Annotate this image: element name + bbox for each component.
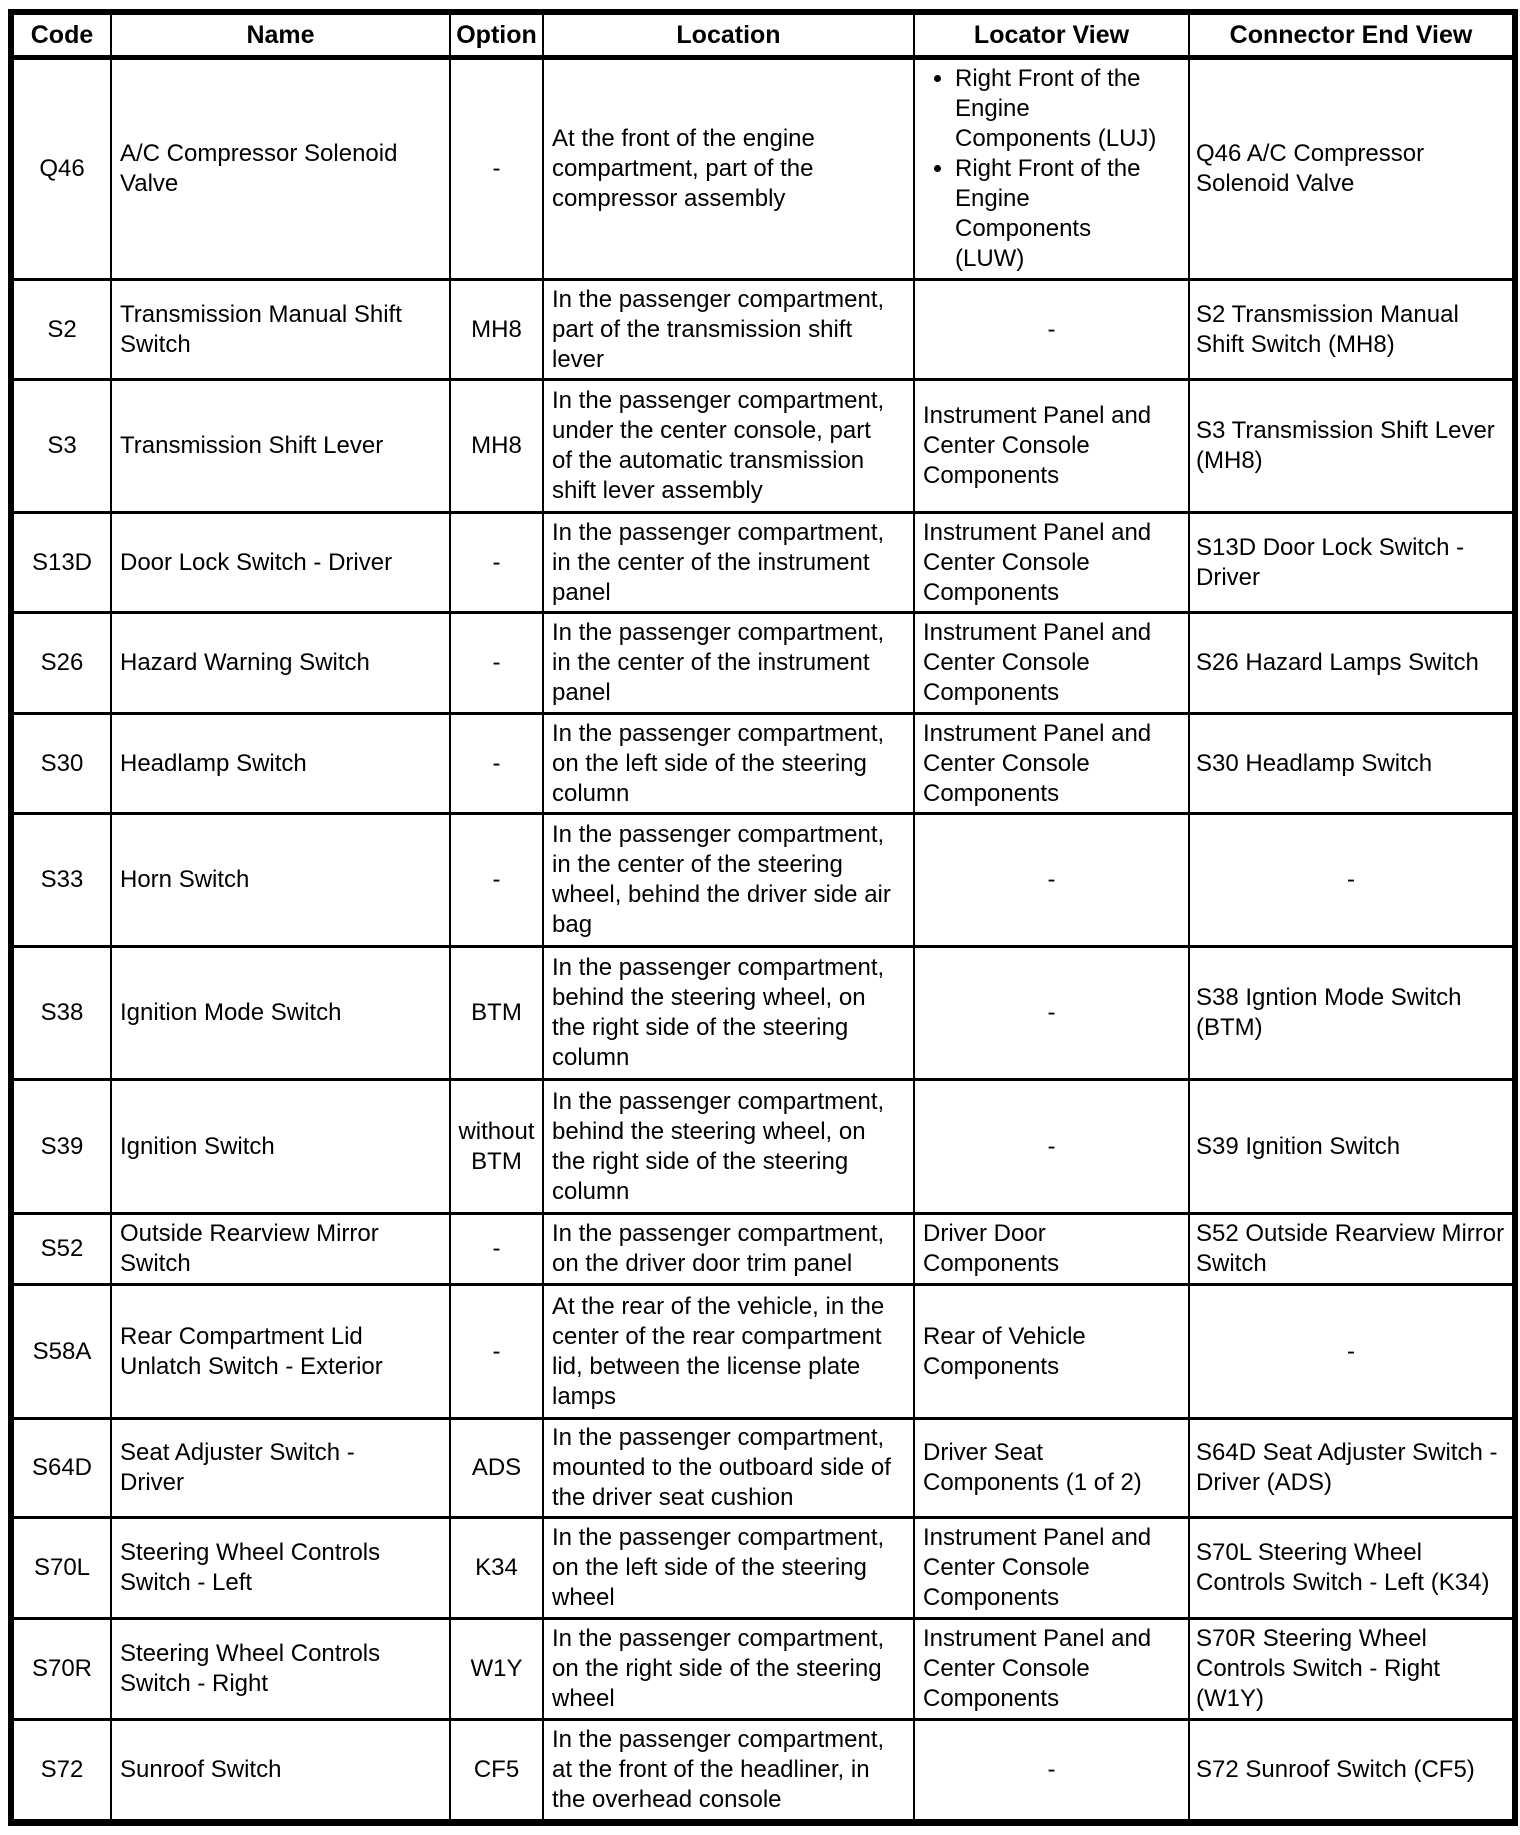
cell-code: S13D	[11, 513, 111, 613]
cell-location: In the passenger compartment, behind the steering wheel, on the right side of the steering column	[543, 1080, 914, 1214]
cell-name: Sunroof Switch	[111, 1720, 450, 1823]
cell-name: Door Lock Switch - Driver	[111, 513, 450, 613]
cell-name: Transmission Manual Shift Switch	[111, 280, 450, 380]
cell-connector-end-view: S64D Seat Adjuster Switch - Driver (ADS)	[1189, 1419, 1515, 1518]
cell-name: Steering Wheel Controls Switch - Left	[111, 1518, 450, 1619]
cell-option: -	[450, 1214, 543, 1285]
cell-option: -	[450, 714, 543, 814]
cell-name: Horn Switch	[111, 814, 450, 947]
table-row	[11, 1720, 1515, 1823]
cell-option: ADS	[450, 1419, 543, 1518]
cell-code: S38	[11, 947, 111, 1080]
cell-locator-view: Instrument Panel and Center Console Components	[914, 1619, 1189, 1720]
cell-connector-end-view: S39 Ignition Switch	[1189, 1080, 1515, 1214]
cell-location: In the passenger compartment, under the center console, part of the automatic transmission shift lever assembly	[543, 380, 914, 513]
table-row	[11, 58, 1515, 280]
cell-locator-view: -	[914, 1080, 1189, 1214]
cell-connector-end-view: S38 Igntion Mode Switch (BTM)	[1189, 947, 1515, 1080]
col-header-name: Name	[111, 12, 450, 58]
cell-name: Ignition Mode Switch	[111, 947, 450, 1080]
table-row	[11, 1419, 1515, 1518]
cell-locator-view: Rear of Vehicle Components	[914, 1285, 1189, 1419]
cell-location: In the passenger compartment, at the front of the headliner, in the overhead console	[543, 1720, 914, 1823]
cell-location: In the passenger compartment, in the center of the instrument panel	[543, 513, 914, 613]
table-row	[11, 814, 1515, 947]
table-row	[11, 513, 1515, 613]
locator-bullet-item: • Right Front of the Engine Components (LUJ)	[955, 64, 1162, 154]
cell-code: S3	[11, 380, 111, 513]
cell-connector-end-view: S70R Steering Wheel Controls Switch - Right (W1Y)	[1189, 1619, 1515, 1720]
cell-option: without BTM	[450, 1080, 543, 1214]
cell-locator-view: Instrument Panel and Center Console Components	[914, 380, 1189, 513]
cell-location: In the passenger compartment, behind the steering wheel, on the right side of the steering column	[543, 947, 914, 1080]
table-row	[11, 613, 1515, 714]
cell-location: At the front of the engine compartment, part of the compressor assembly	[543, 58, 914, 280]
table-row	[11, 380, 1515, 513]
cell-code: S52	[11, 1214, 111, 1285]
cell-location: In the passenger compartment, on the driver door trim panel	[543, 1214, 914, 1285]
cell-option: MH8	[450, 380, 543, 513]
cell-location: At the rear of the vehicle, in the center of the rear compartment lid, between the license plate lamps	[543, 1285, 914, 1419]
cell-option: K34	[450, 1518, 543, 1619]
cell-name: Headlamp Switch	[111, 714, 450, 814]
cell-name: Outside Rearview Mirror Switch	[111, 1214, 450, 1285]
cell-locator-view: Instrument Panel and Center Console Components	[914, 513, 1189, 613]
cell-name: Seat Adjuster Switch - Driver	[111, 1419, 450, 1518]
table-row	[11, 714, 1515, 814]
table-row	[11, 1214, 1515, 1285]
cell-name: Transmission Shift Lever	[111, 380, 450, 513]
cell-code: S72	[11, 1720, 111, 1823]
col-header-option: Option	[450, 12, 543, 58]
cell-option: -	[450, 1285, 543, 1419]
col-header-connector-end-view: Connector End View	[1189, 12, 1515, 58]
cell-code: S2	[11, 280, 111, 380]
table-row	[11, 1518, 1515, 1619]
cell-name: Hazard Warning Switch	[111, 613, 450, 714]
cell-option: BTM	[450, 947, 543, 1080]
cell-locator-view: -	[914, 1720, 1189, 1823]
cell-option: -	[450, 613, 543, 714]
cell-location: In the passenger compartment, part of the transmission shift lever	[543, 280, 914, 380]
locator-bullet-list	[923, 64, 1162, 274]
cell-option: CF5	[450, 1720, 543, 1823]
cell-locator-view: Instrument Panel and Center Console Components	[914, 613, 1189, 714]
cell-location: In the passenger compartment, in the center of the instrument panel	[543, 613, 914, 714]
cell-connector-end-view: S26 Hazard Lamps Switch	[1189, 613, 1515, 714]
cell-locator-view: -	[914, 814, 1189, 947]
table-row	[11, 1285, 1515, 1419]
cell-name: Steering Wheel Controls Switch - Right	[111, 1619, 450, 1720]
col-header-code: Code	[11, 12, 111, 58]
cell-location: In the passenger compartment, mounted to the outboard side of the driver seat cushion	[543, 1419, 914, 1518]
cell-location: In the passenger compartment, on the right side of the steering wheel	[543, 1619, 914, 1720]
connector-end-views-table	[8, 9, 1518, 1826]
cell-locator-view: Driver Seat Components (1 of 2)	[914, 1419, 1189, 1518]
table-row	[11, 1619, 1515, 1720]
cell-code: Q46	[11, 58, 111, 280]
cell-code: S26	[11, 613, 111, 714]
cell-connector-end-view: S13D Door Lock Switch - Driver	[1189, 513, 1515, 613]
col-header-location: Location	[543, 12, 914, 58]
cell-option: -	[450, 58, 543, 280]
cell-locator-view	[914, 58, 1189, 280]
cell-connector-end-view: S2 Transmission Manual Shift Switch (MH8)	[1189, 280, 1515, 380]
table-row	[11, 947, 1515, 1080]
cell-location: In the passenger compartment, on the left side of the steering wheel	[543, 1518, 914, 1619]
cell-name: Ignition Switch	[111, 1080, 450, 1214]
cell-code: S30	[11, 714, 111, 814]
cell-locator-view: -	[914, 280, 1189, 380]
locator-bullet-item: • Right Front of the Engine Components (LUW)	[955, 154, 1162, 274]
cell-locator-view: Instrument Panel and Center Console Components	[914, 714, 1189, 814]
table-row	[11, 280, 1515, 380]
cell-connector-end-view: S3 Transmission Shift Lever (MH8)	[1189, 380, 1515, 513]
cell-code: S39	[11, 1080, 111, 1214]
cell-option: -	[450, 513, 543, 613]
cell-connector-end-view: S72 Sunroof Switch (CF5)	[1189, 1720, 1515, 1823]
cell-option: W1Y	[450, 1619, 543, 1720]
col-header-locator-view: Locator View	[914, 12, 1189, 58]
cell-name: Rear Compartment Lid Unlatch Switch - Exterior	[111, 1285, 450, 1419]
cell-location: In the passenger compartment, in the center of the steering wheel, behind the driver side air bag	[543, 814, 914, 947]
cell-connector-end-view: S30 Headlamp Switch	[1189, 714, 1515, 814]
cell-locator-view: -	[914, 947, 1189, 1080]
cell-locator-view: Instrument Panel and Center Console Components	[914, 1518, 1189, 1619]
cell-connector-end-view: Q46 A/C Compressor Solenoid Valve	[1189, 58, 1515, 280]
cell-code: S70L	[11, 1518, 111, 1619]
header-row	[11, 12, 1515, 58]
cell-connector-end-view: -	[1189, 1285, 1515, 1419]
cell-code: S33	[11, 814, 111, 947]
table-row	[11, 1080, 1515, 1214]
cell-connector-end-view: -	[1189, 814, 1515, 947]
cell-locator-view: Driver Door Components	[914, 1214, 1189, 1285]
cell-name: A/C Compressor Solenoid Valve	[111, 58, 450, 280]
cell-code: S70R	[11, 1619, 111, 1720]
cell-option: -	[450, 814, 543, 947]
cell-location: In the passenger compartment, on the left side of the steering column	[543, 714, 914, 814]
cell-code: S58A	[11, 1285, 111, 1419]
cell-connector-end-view: S70L Steering Wheel Controls Switch - Left (K34)	[1189, 1518, 1515, 1619]
cell-connector-end-view: S52 Outside Rearview Mirror Switch	[1189, 1214, 1515, 1285]
cell-option: MH8	[450, 280, 543, 380]
cell-code: S64D	[11, 1419, 111, 1518]
